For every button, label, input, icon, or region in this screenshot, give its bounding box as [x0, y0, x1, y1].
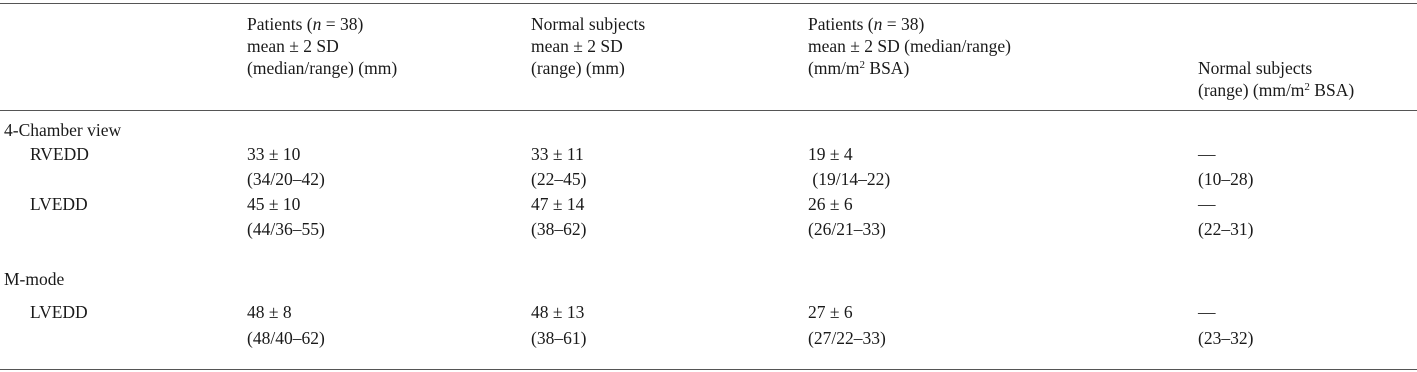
header-line: mean ± 2 SD	[247, 36, 339, 56]
header-normal-bsa	[1198, 57, 1354, 101]
cell: (19/14–22)	[808, 169, 891, 189]
cell: (26/21–33)	[808, 219, 886, 239]
row-label-rvedd: RVEDD	[30, 144, 89, 164]
section-label-m-mode: M-mode	[4, 269, 65, 289]
cell: 33 ± 11	[531, 144, 584, 164]
cell: (44/36–55)	[247, 219, 325, 239]
cell: 27 ± 6	[808, 302, 853, 322]
cell: 48 ± 8	[247, 302, 292, 322]
bottom-rule	[0, 369, 1417, 370]
cell: (34/20–42)	[247, 169, 325, 189]
header-line: ($mm/m^2$ BSA)	[808, 58, 910, 78]
section-label-4-chamber: 4-Chamber view	[4, 120, 122, 140]
cell: (22–31)	[1198, 219, 1254, 239]
header-patients-mm	[247, 13, 397, 79]
row-label-lvedd-mmode: LVEDD	[30, 302, 88, 322]
header-line: mean ± 2 SD	[531, 36, 623, 56]
cell: 48 ± 13	[531, 302, 585, 322]
header-line: (range) ($mm/m^2$ BSA)	[1198, 80, 1355, 100]
cell: (38–61)	[531, 328, 587, 348]
cell: (27/22–33)	[808, 328, 886, 348]
cell: —	[1198, 144, 1216, 164]
cell: (38–62)	[531, 219, 587, 239]
cell: (22–45)	[531, 169, 587, 189]
cell: (48/40–62)	[247, 328, 325, 348]
row-label-lvedd: LVEDD	[30, 194, 88, 214]
cell: 26 ± 6	[808, 194, 853, 214]
header-line: (median/range) (mm)	[247, 58, 398, 78]
header-line: (range) (mm)	[531, 58, 625, 78]
header-line: Normal subjects	[1198, 58, 1313, 78]
header-rule	[0, 110, 1417, 111]
header-line: Patients (n = 38)	[808, 14, 925, 34]
header-normal-mm	[531, 13, 645, 79]
top-rule	[0, 3, 1417, 4]
cell: 19 ± 4	[808, 144, 853, 164]
cell: (10–28)	[1198, 169, 1254, 189]
cell: 47 ± 14	[531, 194, 585, 214]
header-line: Patients (n = 38)	[247, 14, 364, 34]
cell: (23–32)	[1198, 328, 1254, 348]
cell: 33 ± 10	[247, 144, 301, 164]
cell: —	[1198, 194, 1216, 214]
header-line: Normal subjects	[531, 14, 646, 34]
header-patients-bsa	[808, 13, 1011, 79]
cell: 45 ± 10	[247, 194, 301, 214]
header-line: mean ± 2 SD (median/range)	[808, 36, 1012, 56]
cell: —	[1198, 302, 1216, 322]
